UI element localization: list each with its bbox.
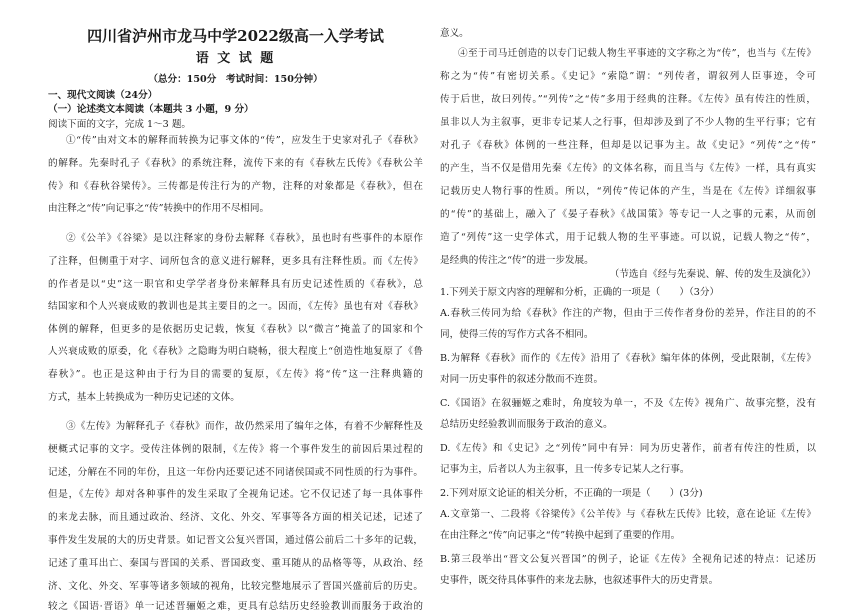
question-1-option: 记事为主，后者以人为主叙事，且一传多专记某人之行事。 xyxy=(440,464,690,475)
question-1-option: C.《国语》在叙骊姬之难时，角度较为单一，不及《左传》视角广、故事完整，没有 xyxy=(440,398,816,409)
passage-line: 人兴衰成败的原委，化《春秋》之隐晦为明白晓畅，很大程度上“创造性地复原了《鲁 xyxy=(48,346,423,357)
question-1-option: B.为解释《春秋》而作的《左传》沿用了《春秋》编年体的体例，受此限制，《左传》 xyxy=(440,353,816,364)
source-citation: （节选自《经与先秦说、解、传的发生及演化》） xyxy=(609,269,816,280)
question-1-option: 对同一历史事件的叙述分散而不连贯。 xyxy=(440,374,604,385)
question-1: 1.下列关于原文内容的理解和分析，正确的一项是（ ）（3分） xyxy=(440,287,720,298)
question-2: 2.下列对原文论证的相关分析，不正确的一项是（ ）(3分) xyxy=(440,488,703,499)
exam-info: （总分：150分 考试时间：150分钟） xyxy=(148,74,323,85)
exam-title: 四川省泸州市龙马中学2022级高一入学考试 xyxy=(87,27,384,45)
passage-line: ①“传”由对文本的解释而转换为记事文体的“传”，应发生于史家对孔子《春秋》 xyxy=(66,135,423,146)
passage-line: 的解释。先秦时孔子《春秋》的系统注释，流传下来的有《春秋左氏传》《春秋公羊 xyxy=(48,158,423,169)
question-1-option: 总结历史经验教训而服务于政治的意义。 xyxy=(440,419,613,430)
instruction-text: 阅读下面的文字，完成 1～3 题。 xyxy=(48,119,192,130)
question-2-option: A.文章第一、二段将《谷梁传》《公羊传》与《春秋左氏传》比较，意在论证《左传》 xyxy=(440,509,816,520)
passage-line: 梗概式记事的文字。受传注体例的限制，《左传》将一个事件发生的前因后果过程的 xyxy=(48,444,423,455)
passage-line: 记载历史人物行事的性质。所以，“列传”传记体的产生，当是在《左传》详细叙事 xyxy=(440,186,816,197)
passage-line: 春秋》”。也正是这种由于行为目的需要的复原，《左传》将“传”这一注释典籍的 xyxy=(48,369,423,380)
passage-line: 济、文化、外交、军事等诸多领域的视角，比较完整地展示了晋国兴盛前后的历史。 xyxy=(48,581,423,592)
passage-line: ④至于司马迁创造的以专门记载人物生平事迹的文字称之为“传”，也当与《左传》 xyxy=(458,48,816,59)
passage-line: 的来龙去脉，而且通过政治、经济、文化、外交、军事等各方面的相关记述，记述了 xyxy=(48,512,423,523)
passage-line: ②《公羊》《谷梁》是以注释家的身份去解释《春秋》，虽也时有些事件的本原作 xyxy=(66,233,423,244)
passage-line: 的产生，当不仅是借用先秦《左传》的文体名称，而且当与《左传》一样，具有真实 xyxy=(440,163,816,174)
passage-line: 事件发生发展的大的历史背景。如记晋文公复兴晋国，通过僖公前后二十多年的记载， xyxy=(48,535,423,546)
passage-line: 由注释之“传”向记事之“传”转换中的作用不尽相同。 xyxy=(48,203,270,214)
passage-line: 记述了重耳出亡、秦国与晋国的关系、晋国政变、重耳随从的品格等等，从政治、经 xyxy=(48,558,423,569)
passage-line: 结国家和个人兴衰成败的教训也是其主要目的之一。因而，《左传》虽也有对《春秋》 xyxy=(48,301,423,312)
passage-line: 传》和《春秋谷梁传》。三传都是传注行为的产物，注释的对象都是《春秋》，但在 xyxy=(48,181,423,192)
question-1-option: D.《左传》和《史记》之“列传”同中有异：同为历史著作，前者有传注的性质，以 xyxy=(440,443,816,454)
passage-line: 造了“列传”这一史学体式，用于记载人物的生平事迹。可以说，记载人物之“传”， xyxy=(440,232,816,243)
passage-line: 意义。 xyxy=(440,28,469,39)
passage-line: 记述，分解在不同的年份，且这一年份内还要记述不同诸侯国或不同性质的行为事件。 xyxy=(48,467,423,478)
question-2-option: 史事件，既交待具体事件的来龙去脉，也叙述事件大的历史背景。 xyxy=(440,575,719,586)
passage-line: 对孔子《春秋》体例的一些注释，但却是以记事为主。故《史记》“列传”之“传” xyxy=(440,140,816,151)
passage-line: 传于后世，故曰列传。”“列传”之“传”多用于经典的注释。《左传》虽有传注的性质， xyxy=(440,94,816,105)
question-1-option: 同，使得三传的写作方式各不相同。 xyxy=(440,329,594,340)
passage-line: ③《左传》为解释孔子《春秋》而作，故仍然采用了编年之体，有着不少解释性及 xyxy=(66,421,423,432)
passage-line: 但是，《左传》却对各种事件的发生采取了全视角记述。它不仅记述了每一具体事件 xyxy=(48,489,423,500)
passage-line: 了注释，但侧重于对字、词所包含的意义进行解释，更多具有注释性质。而《左传》 xyxy=(48,256,423,267)
passage-line: 较之《国语·晋语》单一记述晋骊姬之难，更具有总结历史经验教训而服务于政治的 xyxy=(48,601,423,612)
question-1-option: A.春秋三传同为给《春秋》作注的产物，但由于三传作者身份的差异，作注目的的不 xyxy=(440,308,816,319)
passage-line: 虽非以人为主叙事，更非专记某人之行事，但却涉及到了不少人物的生平行事；它有 xyxy=(440,117,816,128)
passage-line: 方式，基本上转换成为一种历史记述的文体。 xyxy=(48,392,240,403)
passage-line: 的“传”的基础上，融入了《晏子春秋》《战国策》等专记一人之事的元素，从而创 xyxy=(440,209,816,220)
exam-subject: 语 文 试 题 xyxy=(195,51,276,66)
section-heading: 一、现代文阅读（24分） xyxy=(48,90,158,101)
question-2-option: 在由注释之“传”向记事之“传”转换中起到了重要的作用。 xyxy=(440,530,681,541)
passage-line: 称之为“传”有密切关系。《史记》“索隐”谓：“列传者，谓叙列人臣事迹，令可 xyxy=(440,71,816,82)
passage-line: 体例的解释，但更多的是依据历史记载，恢复《春秋》以“微言”掩盖了的国家和个 xyxy=(48,324,423,335)
passage-line: 的作者是以“史”这一职官和史学学者身份来解释具有历史记述性质的《春秋》，总 xyxy=(48,279,423,290)
subsection-heading: （一）论述类文本阅读（本题共 3 小题，9 分） xyxy=(48,104,254,115)
passage-line: 是经典的传注之“传”的进一步发展。 xyxy=(440,255,594,266)
question-2-option: B.第三段举出“晋文公复兴晋国”的例子，论证《左传》全视角记述的特点：记述历 xyxy=(440,554,816,565)
